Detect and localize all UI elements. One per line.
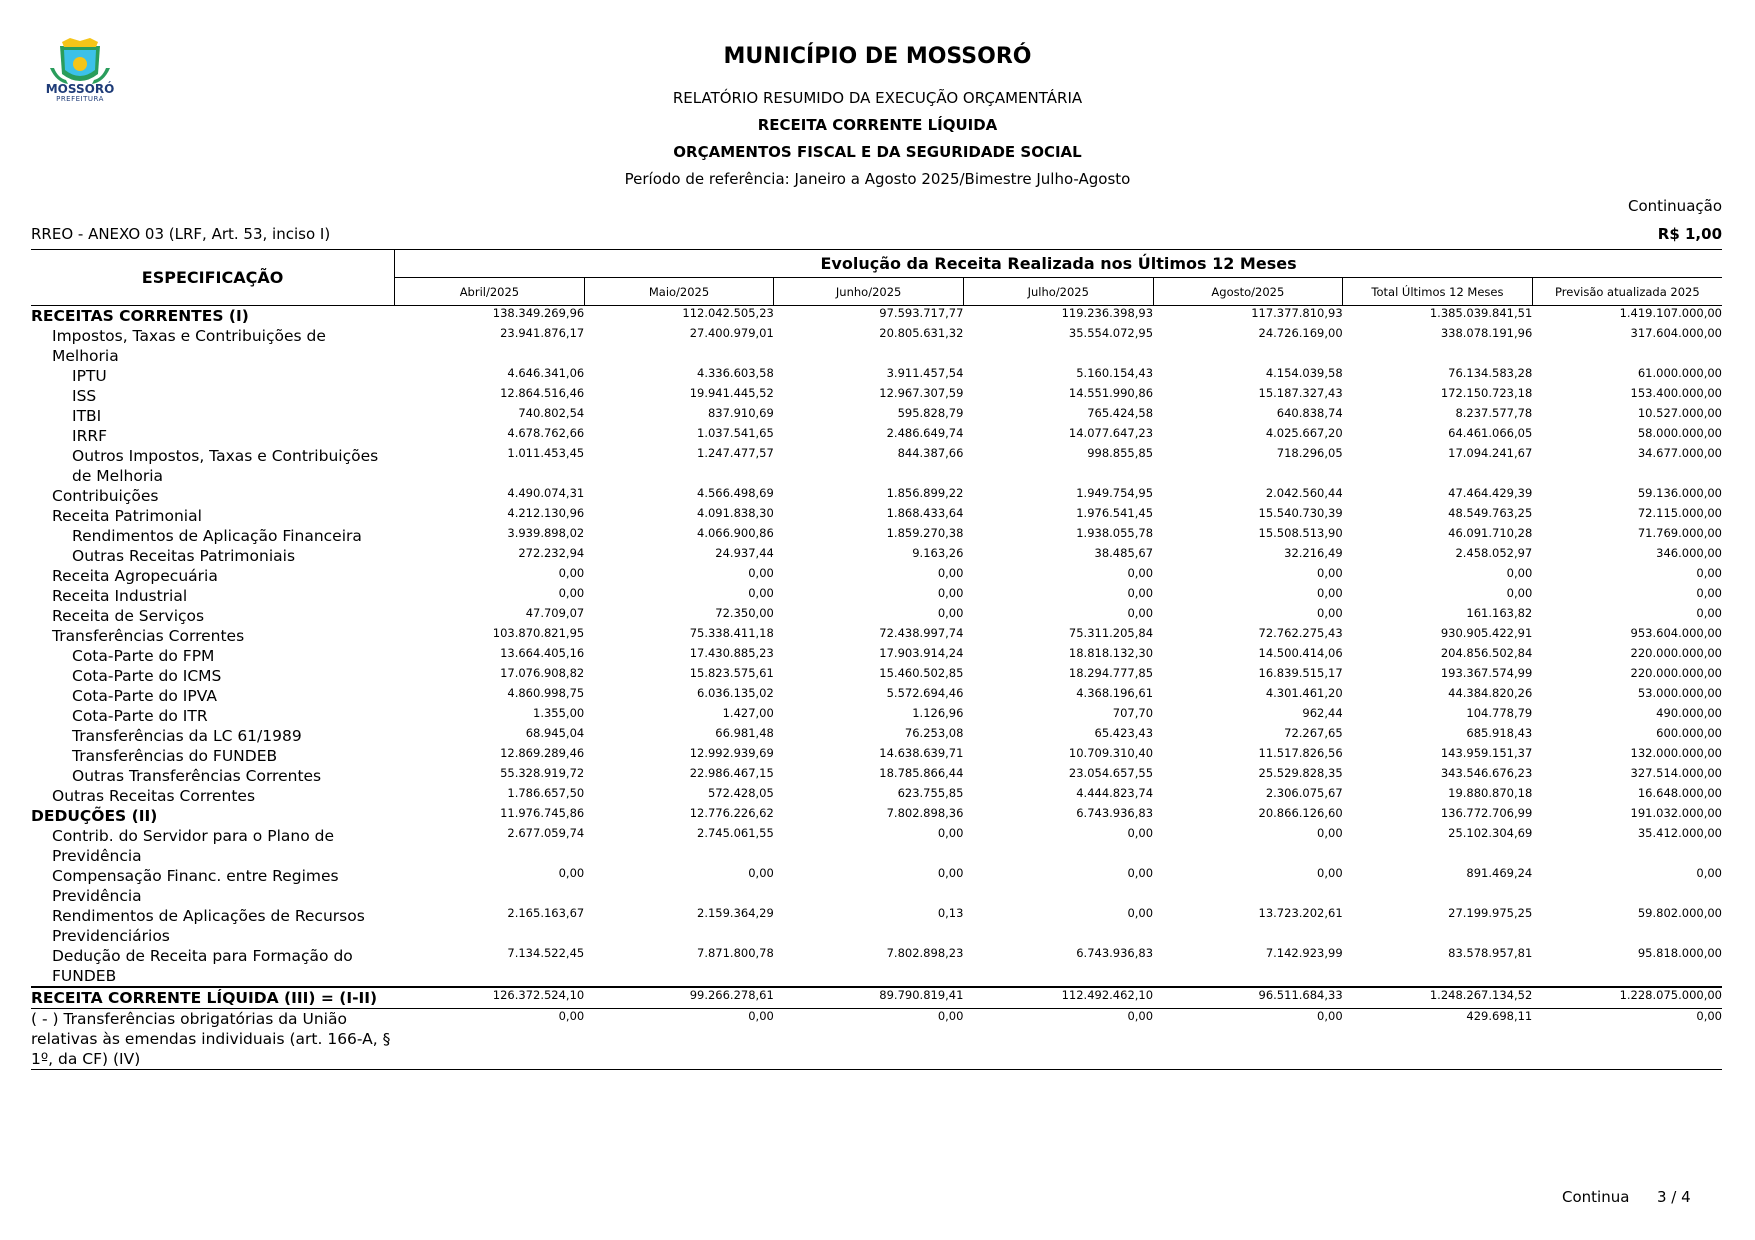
table-row — [31, 426, 1722, 446]
report-title: RECEITA CORRENTE LÍQUIDA — [757, 116, 998, 134]
table-row — [31, 666, 1722, 686]
value-cell: 47.464.429,39 — [1448, 486, 1533, 500]
value-cell: 0,00 — [1696, 566, 1722, 580]
value-cell: 59.802.000,00 — [1637, 906, 1722, 920]
value-cell: 0,00 — [1153, 1009, 1343, 1070]
table-row — [31, 586, 1722, 606]
value-cell: 25.529.828,35 — [1258, 766, 1343, 780]
value-cell: 4.368.196,61 — [1076, 686, 1154, 700]
table-row — [31, 566, 1722, 586]
table-row — [31, 406, 1722, 426]
table-row — [31, 766, 1722, 786]
table-row — [31, 506, 1722, 526]
value-cell: 117.377.810,93 — [1251, 306, 1343, 320]
value-cell: 14.500.414,06 — [1258, 646, 1343, 660]
value-cell: 0,00 — [1127, 606, 1154, 620]
value-cell: 23.054.657,55 — [1068, 766, 1154, 780]
value-cell: 1.228.075.000,00 — [1532, 987, 1722, 1009]
value-cell: 72.267,65 — [1284, 726, 1343, 740]
value-cell: 891.469,24 — [1466, 866, 1533, 880]
row-label: Transferências do FUNDEB — [72, 747, 278, 765]
value-cell: 327.514.000,00 — [1630, 766, 1722, 780]
value-cell: 47.709,07 — [525, 606, 585, 620]
value-cell: 623.755,85 — [897, 786, 964, 800]
value-cell: 0,00 — [1127, 826, 1154, 840]
value-cell: 2.458.052,97 — [1455, 546, 1533, 560]
value-cell: 13.723.202,61 — [1258, 906, 1343, 920]
value-cell: 7.142.923,99 — [1265, 946, 1343, 960]
value-cell: 1.385.039.841,51 — [1429, 306, 1533, 320]
value-cell: 161.163,82 — [1466, 606, 1533, 620]
value-cell: 4.490.074,31 — [507, 486, 585, 500]
value-cell: 0,00 — [1127, 866, 1154, 880]
value-cell: 61.000.000,00 — [1637, 366, 1722, 380]
value-cell: 429.698,11 — [1343, 1009, 1533, 1070]
value-cell: 12.869.289,46 — [500, 746, 585, 760]
table-row — [31, 866, 1722, 906]
value-cell: 490.000,00 — [1656, 706, 1722, 720]
table-row — [31, 386, 1722, 406]
value-cell: 4.025.667,20 — [1265, 426, 1343, 440]
value-cell: 962,44 — [1302, 706, 1343, 720]
value-cell: 338.078.191,96 — [1440, 326, 1533, 340]
value-cell: 18.294.777,85 — [1068, 666, 1154, 680]
table-row — [31, 987, 1722, 1009]
value-cell: 14.551.990,86 — [1068, 386, 1154, 400]
value-cell: 2.486.649,74 — [886, 426, 964, 440]
table-body — [31, 306, 1722, 1070]
annex-label: RREO - ANEXO 03 (LRF, Art. 53, inciso I) — [31, 225, 331, 243]
row-label: Receita Industrial — [52, 587, 188, 605]
value-cell: 72.762.275,43 — [1258, 626, 1343, 640]
value-cell: 1.949.754,95 — [1076, 486, 1154, 500]
value-cell: 4.860.998,75 — [507, 686, 585, 700]
value-cell: 0,00 — [558, 566, 585, 580]
value-cell: 595.828,79 — [897, 406, 964, 420]
value-cell: 0,00 — [963, 1009, 1153, 1070]
table-row — [31, 726, 1722, 746]
value-cell: 3.911.457,54 — [886, 366, 964, 380]
column-header: Agosto/2025 — [1153, 278, 1343, 306]
value-cell: 136.772.706,99 — [1440, 806, 1533, 820]
value-cell: 38.485,67 — [1094, 546, 1154, 560]
table-row — [31, 326, 1722, 366]
value-cell: 11.517.826,56 — [1258, 746, 1343, 760]
value-cell: 0,00 — [1696, 606, 1722, 620]
value-cell: 191.032.000,00 — [1630, 806, 1722, 820]
table-row — [31, 826, 1722, 866]
table-row — [31, 626, 1722, 646]
value-cell: 844.387,66 — [897, 446, 964, 460]
value-cell: 0,00 — [1317, 826, 1343, 840]
value-cell: 2.745.061,55 — [697, 826, 774, 840]
value-cell: 17.076.908,82 — [500, 666, 585, 680]
value-cell: 10.709.310,40 — [1068, 746, 1154, 760]
value-cell: 12.864.516,46 — [500, 386, 585, 400]
value-cell: 0,00 — [1696, 586, 1722, 600]
value-cell: 4.444.823,74 — [1076, 786, 1154, 800]
value-cell: 4.091.838,30 — [697, 506, 774, 520]
value-cell: 685.918,43 — [1466, 726, 1533, 740]
row-label: Contribuições — [52, 487, 159, 505]
value-cell: 24.937,44 — [715, 546, 774, 560]
value-cell: 10.527.000,00 — [1637, 406, 1722, 420]
row-label: Transferências Correntes — [52, 627, 245, 645]
value-cell: 58.000.000,00 — [1637, 426, 1722, 440]
value-cell: 172.150.723,18 — [1440, 386, 1533, 400]
value-cell: 44.384.820,26 — [1448, 686, 1533, 700]
row-label: Impostos, Taxas e Contribuições de Melhoria — [52, 327, 326, 365]
evolution-header: Evolução da Receita Realizada nos Últimos 12 Meses — [395, 250, 1722, 278]
report-name: RELATÓRIO RESUMIDO DA EXECUÇÃO ORÇAMENTÁRIA — [672, 89, 1083, 107]
value-cell: 9.163,26 — [912, 546, 964, 560]
value-cell: 17.430.885,23 — [689, 646, 774, 660]
value-cell: 18.785.866,44 — [879, 766, 964, 780]
value-cell: 0,00 — [395, 1009, 585, 1070]
value-cell: 0,00 — [1317, 606, 1343, 620]
value-cell: 32.216,49 — [1284, 546, 1343, 560]
value-cell: 59.136.000,00 — [1637, 486, 1722, 500]
row-label: IRRF — [72, 427, 108, 445]
value-cell: 1.011.453,45 — [507, 446, 585, 460]
value-cell: 15.540.730,39 — [1258, 506, 1343, 520]
row-label: Cota-Parte do FPM — [72, 647, 215, 665]
value-cell: 2.165.163,67 — [507, 906, 585, 920]
table-row — [31, 526, 1722, 546]
value-cell: 12.967.307,59 — [879, 386, 964, 400]
table-row — [31, 786, 1722, 806]
row-label: Outros Impostos, Taxas e Contribuições de Melhoria — [72, 447, 379, 485]
row-label: Receita Patrimonial — [52, 507, 202, 525]
continue-label: Continua — [1562, 1188, 1630, 1206]
value-cell: 343.546.676,23 — [1440, 766, 1533, 780]
report-subtitle: ORÇAMENTOS FISCAL E DA SEGURIDADE SOCIAL — [673, 143, 1082, 161]
value-cell: 2.042.560,44 — [1265, 486, 1343, 500]
value-cell: 4.066.900,86 — [697, 526, 774, 540]
table-row — [31, 366, 1722, 386]
value-cell: 13.664.405,16 — [500, 646, 585, 660]
row-label: Cota-Parte do ICMS — [72, 667, 222, 685]
row-label: Cota-Parte do IPVA — [72, 687, 217, 705]
value-cell: 71.769.000,00 — [1637, 526, 1722, 540]
value-cell: 68.945,04 — [525, 726, 585, 740]
row-label: Rendimentos de Aplicações de Recursos Previdenciários — [52, 907, 365, 945]
value-cell: 65.423,43 — [1094, 726, 1154, 740]
value-cell: 0,00 — [937, 586, 964, 600]
value-cell: 55.328.919,72 — [500, 766, 585, 780]
value-cell: 153.400.000,00 — [1630, 386, 1722, 400]
value-cell: 72.438.997,74 — [879, 626, 964, 640]
value-cell: 23.941.876,17 — [500, 326, 585, 340]
column-header: Abril/2025 — [395, 278, 585, 306]
value-cell: 76.134.583,28 — [1448, 366, 1533, 380]
value-cell: 346.000,00 — [1656, 546, 1722, 560]
value-cell: 4.301.461,20 — [1265, 686, 1343, 700]
value-cell: 220.000.000,00 — [1630, 646, 1722, 660]
value-cell: 112.042.505,23 — [682, 306, 774, 320]
value-cell: 1.786.657,50 — [507, 786, 585, 800]
value-cell: 998.855,85 — [1087, 446, 1154, 460]
value-cell: 4.212.130,96 — [507, 506, 585, 520]
value-cell: 0,00 — [1127, 586, 1154, 600]
value-cell: 12.776.226,62 — [689, 806, 774, 820]
value-cell: 1.856.899,22 — [886, 486, 964, 500]
row-label: Outras Receitas Correntes — [52, 787, 256, 805]
value-cell: 0,00 — [558, 866, 585, 880]
rcl-table — [31, 249, 1722, 1070]
value-cell: 0,00 — [1317, 586, 1343, 600]
value-cell: 11.976.745,86 — [500, 806, 585, 820]
value-cell: 20.805.631,32 — [879, 326, 964, 340]
table-row — [31, 306, 1722, 327]
value-cell: 18.818.132,30 — [1068, 646, 1154, 660]
value-cell: 132.000.000,00 — [1630, 746, 1722, 760]
value-cell: 5.572.694,46 — [886, 686, 964, 700]
value-cell: 19.880.870,18 — [1448, 786, 1533, 800]
value-cell: 27.199.975,25 — [1448, 906, 1533, 920]
row-label: RECEITA CORRENTE LÍQUIDA (III) = (I-II) — [31, 987, 395, 1009]
value-cell: 4.646.341,06 — [507, 366, 585, 380]
value-cell: 0,00 — [1696, 866, 1722, 880]
row-label: Transferências da LC 61/1989 — [72, 727, 302, 745]
value-cell: 1.938.055,78 — [1076, 526, 1154, 540]
currency-unit: R$ 1,00 — [1657, 225, 1722, 243]
value-cell: 103.870.821,95 — [492, 626, 585, 640]
value-cell: 12.992.939,69 — [689, 746, 774, 760]
value-cell: 35.412.000,00 — [1637, 826, 1722, 840]
value-cell: 17.903.914,24 — [879, 646, 964, 660]
municipality-title: MUNICÍPIO DE MOSSORÓ — [723, 44, 1032, 69]
value-cell: 930.905.422,91 — [1440, 626, 1533, 640]
value-cell: 1.037.541,65 — [697, 426, 774, 440]
row-label: Rendimentos de Aplicação Financeira — [72, 527, 362, 545]
column-header: Previsão atualizada 2025 — [1532, 278, 1722, 306]
value-cell: 0,00 — [1317, 566, 1343, 580]
value-cell: 16.839.515,17 — [1258, 666, 1343, 680]
value-cell: 1.248.267.134,52 — [1343, 987, 1533, 1009]
value-cell: 75.311.205,84 — [1068, 626, 1154, 640]
value-cell: 83.578.957,81 — [1448, 946, 1533, 960]
row-label: Compensação Financ. entre Regimes Previdência — [52, 867, 339, 905]
value-cell: 20.866.126,60 — [1258, 806, 1343, 820]
value-cell: 0,00 — [748, 586, 774, 600]
value-cell: 48.549.763,25 — [1448, 506, 1533, 520]
value-cell: 765.424,58 — [1087, 406, 1154, 420]
row-label: IPTU — [72, 367, 107, 385]
row-label: Outras Receitas Patrimoniais — [72, 547, 296, 565]
value-cell: 718.296,05 — [1276, 446, 1343, 460]
value-cell: 143.959.151,37 — [1440, 746, 1533, 760]
value-cell: 7.802.898,36 — [886, 806, 964, 820]
value-cell: 46.091.710,28 — [1448, 526, 1533, 540]
value-cell: 193.367.574,99 — [1440, 666, 1533, 680]
value-cell: 0,00 — [1127, 906, 1154, 920]
value-cell: 0,00 — [1506, 566, 1533, 580]
table-row — [31, 1009, 1722, 1070]
value-cell: 600.000,00 — [1656, 726, 1722, 740]
value-cell: 2.677.059,74 — [507, 826, 585, 840]
value-cell: 6.743.936,83 — [1076, 946, 1154, 960]
row-label: Receita de Serviços — [52, 607, 205, 625]
value-cell: 3.939.898,02 — [507, 526, 585, 540]
value-cell: 96.511.684,33 — [1153, 987, 1343, 1009]
value-cell: 1.355,00 — [533, 706, 585, 720]
value-cell: 19.941.445,52 — [689, 386, 774, 400]
value-cell: 2.159.364,29 — [697, 906, 774, 920]
value-cell: 204.856.502,84 — [1440, 646, 1533, 660]
table-row — [31, 446, 1722, 486]
value-cell: 5.160.154,43 — [1076, 366, 1154, 380]
row-label: RECEITAS CORRENTES (I) — [31, 307, 249, 325]
value-cell: 707,70 — [1112, 706, 1154, 720]
column-header: Junho/2025 — [774, 278, 964, 306]
value-cell: 740.802,54 — [518, 406, 585, 420]
value-cell: 126.372.524,10 — [395, 987, 585, 1009]
row-label: ITBI — [72, 407, 102, 425]
value-cell: 0,00 — [558, 586, 585, 600]
value-cell: 8.237.577,78 — [1455, 406, 1533, 420]
value-cell: 15.187.327,43 — [1258, 386, 1343, 400]
table-row — [31, 646, 1722, 666]
value-cell: 99.266.278,61 — [584, 987, 774, 1009]
value-cell: 0,00 — [1127, 566, 1154, 580]
row-label: Receita Agropecuária — [52, 567, 218, 585]
value-cell: 14.638.639,71 — [879, 746, 964, 760]
value-cell: 15.508.513,90 — [1258, 526, 1343, 540]
value-cell: 1.419.107.000,00 — [1619, 306, 1722, 320]
value-cell: 640.838,74 — [1276, 406, 1343, 420]
table-row — [31, 946, 1722, 987]
value-cell: 0,00 — [1506, 586, 1533, 600]
table-row — [31, 746, 1722, 766]
value-cell: 4.154.039,58 — [1265, 366, 1343, 380]
value-cell: 16.648.000,00 — [1637, 786, 1722, 800]
value-cell: 7.871.800,78 — [697, 946, 774, 960]
value-cell: 1.859.270,38 — [886, 526, 964, 540]
value-cell: 104.778,79 — [1466, 706, 1533, 720]
value-cell: 66.981,48 — [715, 726, 774, 740]
value-cell: 35.554.072,95 — [1068, 326, 1154, 340]
row-label: Outras Transferências Correntes — [72, 767, 322, 785]
row-label: DEDUÇÕES (II) — [31, 807, 158, 825]
value-cell: 0,00 — [937, 866, 964, 880]
value-cell: 0,00 — [748, 566, 774, 580]
table-row — [31, 486, 1722, 506]
table-row — [31, 606, 1722, 626]
row-label: Dedução de Receita para Formação do FUNDEB — [52, 947, 353, 985]
row-label: ISS — [72, 387, 97, 405]
value-cell: 220.000.000,00 — [1630, 666, 1722, 680]
value-cell: 1.868.433,64 — [886, 506, 964, 520]
row-label: Contrib. do Servidor para o Plano de Previdência — [52, 827, 334, 865]
column-header: Total Últimos 12 Meses — [1343, 278, 1533, 306]
value-cell: 953.604.000,00 — [1630, 626, 1722, 640]
value-cell: 0,00 — [1317, 866, 1343, 880]
table-row — [31, 546, 1722, 566]
logo-subtitle: PREFEITURA — [56, 95, 104, 103]
value-cell: 89.790.819,41 — [774, 987, 964, 1009]
value-cell: 1.126,96 — [912, 706, 964, 720]
value-cell: 0,00 — [774, 1009, 964, 1070]
value-cell: 1.976.541,45 — [1076, 506, 1154, 520]
table-row — [31, 686, 1722, 706]
value-cell: 64.461.066,05 — [1448, 426, 1533, 440]
value-cell: 119.236.398,93 — [1061, 306, 1154, 320]
value-cell: 2.306.075,67 — [1265, 786, 1343, 800]
table-row — [31, 806, 1722, 826]
value-cell: 0,00 — [937, 606, 964, 620]
value-cell: 572.428,05 — [707, 786, 774, 800]
value-cell: 14.077.647,23 — [1068, 426, 1154, 440]
value-cell: 0,00 — [748, 866, 774, 880]
value-cell: 72.115.000,00 — [1637, 506, 1722, 520]
table-row — [31, 906, 1722, 946]
value-cell: 6.743.936,83 — [1076, 806, 1154, 820]
value-cell: 76.253,08 — [904, 726, 964, 740]
value-cell: 1.247.477,57 — [697, 446, 774, 460]
value-cell: 0,00 — [937, 566, 964, 580]
value-cell: 272.232,94 — [518, 546, 585, 560]
column-header: Maio/2025 — [584, 278, 774, 306]
value-cell: 837.910,69 — [707, 406, 774, 420]
logo-name: MOSSORÓ — [45, 82, 115, 96]
row-label: Cota-Parte do ITR — [72, 707, 208, 725]
value-cell: 0,00 — [937, 826, 964, 840]
value-cell: 15.823.575,61 — [689, 666, 774, 680]
value-cell: 138.349.269,96 — [492, 306, 585, 320]
value-cell: 112.492.462,10 — [963, 987, 1153, 1009]
value-cell: 25.102.304,69 — [1448, 826, 1533, 840]
value-cell: 0,00 — [1532, 1009, 1722, 1070]
value-cell: 34.677.000,00 — [1637, 446, 1722, 460]
continuation-label: Continuação — [1627, 197, 1722, 215]
page-number: 3 / 4 — [1657, 1188, 1691, 1206]
value-cell: 24.726.169,00 — [1258, 326, 1343, 340]
value-cell: 1.427,00 — [722, 706, 774, 720]
value-cell: 53.000.000,00 — [1637, 686, 1722, 700]
value-cell: 17.094.241,67 — [1448, 446, 1533, 460]
value-cell: 72.350,00 — [715, 606, 774, 620]
value-cell: 95.818.000,00 — [1637, 946, 1722, 960]
value-cell: 0,13 — [937, 906, 964, 920]
value-cell: 27.400.979,01 — [689, 326, 774, 340]
table-row — [31, 706, 1722, 726]
value-cell: 22.986.467,15 — [689, 766, 774, 780]
value-cell: 317.604.000,00 — [1630, 326, 1722, 340]
value-cell: 6.036.135,02 — [697, 686, 774, 700]
value-cell: 4.566.498,69 — [697, 486, 774, 500]
value-cell: 15.460.502,85 — [879, 666, 964, 680]
row-label: ( - ) Transferências obrigatórias da União relativas às emendas individuais (art. 166-A, § 1º, da CF) (IV) — [31, 1009, 395, 1070]
reference-period: Período de referência: Janeiro a Agosto 2025/Bimestre Julho-Agosto — [624, 170, 1131, 188]
value-cell: 97.593.717,77 — [879, 306, 964, 320]
value-cell: 7.802.898,23 — [886, 946, 964, 960]
value-cell: 75.338.411,18 — [689, 626, 774, 640]
column-header: Julho/2025 — [963, 278, 1153, 306]
spec-header: ESPECIFICAÇÃO — [31, 250, 395, 306]
value-cell: 4.336.603,58 — [697, 366, 774, 380]
value-cell: 0,00 — [584, 1009, 774, 1070]
value-cell: 7.134.522,45 — [507, 946, 585, 960]
value-cell: 4.678.762,66 — [507, 426, 585, 440]
